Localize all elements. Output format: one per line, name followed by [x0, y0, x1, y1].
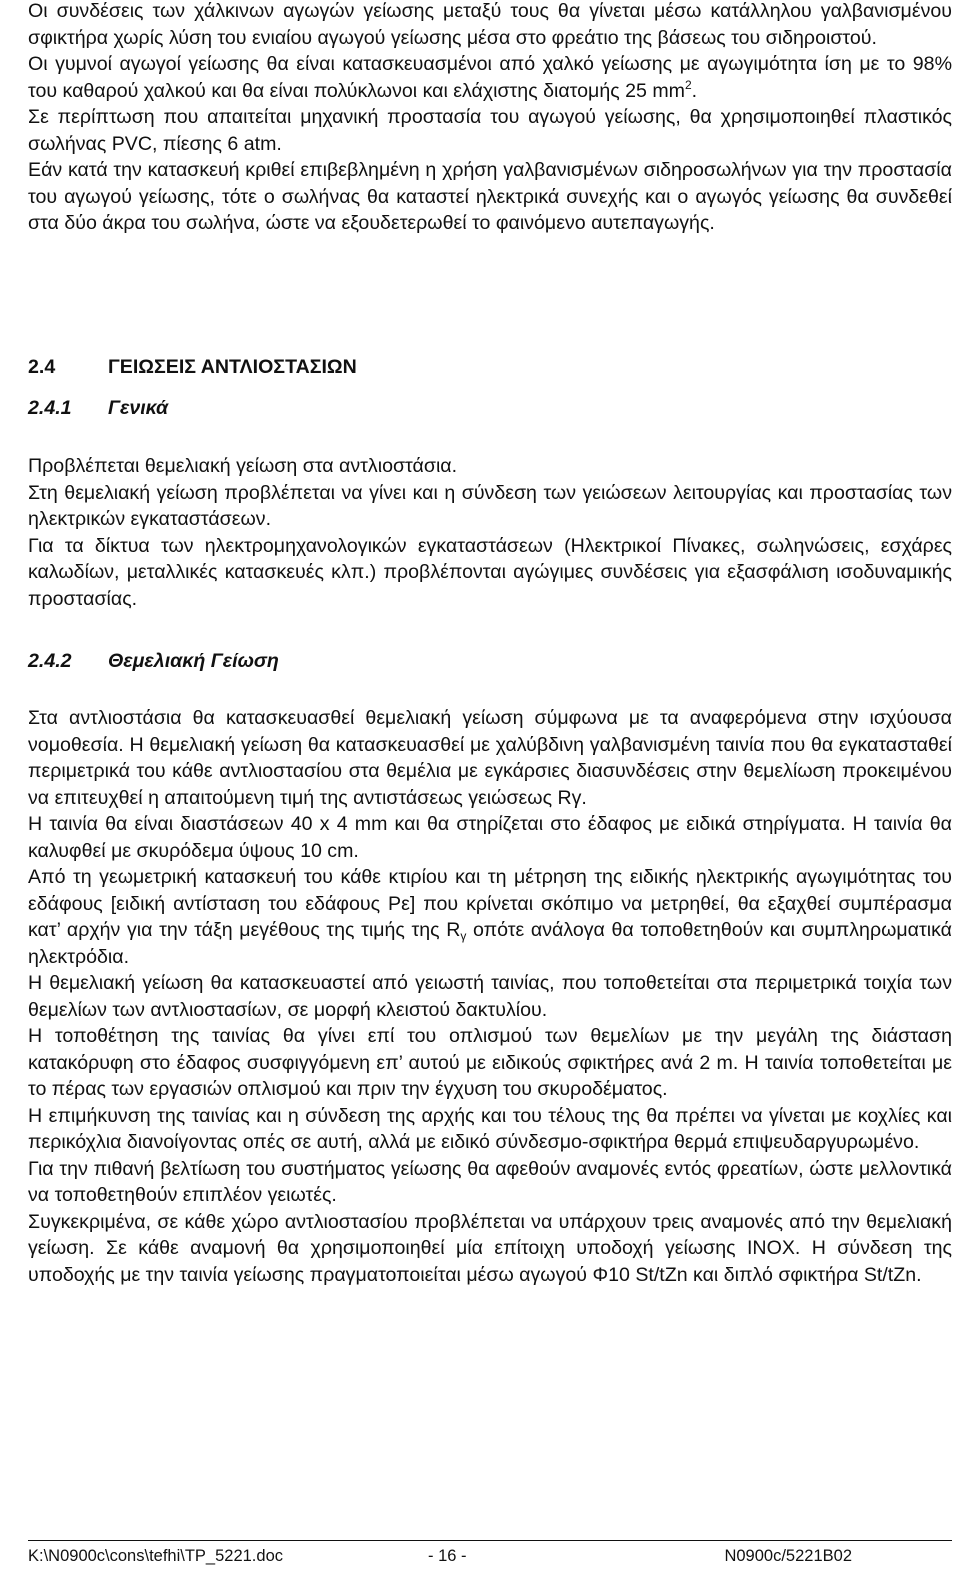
section-number: 2.4: [28, 356, 56, 378]
paragraph: Στα αντλιοστάσια θα κατασκευασθεί θεμελιακή γείωση σύμφωνα με τα αναφερόμενα στην ισχύουσα νομοθεσία. Η θεμελιακή γείωση θα κατασκευασθεί με χαλύβδινη γαλβανισμένη ταινία που θα εγκατασταθεί περιμετρικά του κάθε αντλιοστασίου στα θεμέλια με εγκάρσιες διασυνδέσεις στην θεμελίωση προκειμένου να επιτευχθεί η απαιτούμενη τιμή της αντιστάσεως γειώσεως Rγ.: [28, 707, 952, 809]
footer-document-code: N0900c/5221B02: [724, 1547, 852, 1565]
section-heading: [28, 354, 357, 380]
section-intro: [28, 0, 952, 237]
paragraph: Συγκεκριμένα, σε κάθε χώρο αντλιοστασίου προβλέπεται να υπάρχουν τρεις αναμονές από την θεμελιακή γείωση. Σε κάθε αναμονή θα χρησιμοποιηθεί μία επίτοιχη υποδοχή γείωσης INOX. Η σύνδεση της υποδοχής με την ταινία γείωσης πραγματοποιείται μέσω αγωγού Φ10 St/tZn και διπλό σφικτήρα St/tZn.: [28, 1210, 952, 1286]
paragraph: Η θεμελιακή γείωση θα κατασκευαστεί από γειωστή ταινίας, που τοποθετείται στα περιμετρικά τοιχία των θεμελίων των αντλιοστασίων, σε μορφή κλειστού δακτυλίου.: [28, 972, 952, 1021]
superscript: 2: [684, 77, 692, 92]
paragraph: Οι γυμνοί αγωγοί γείωσης θα είναι κατασκευασμένοι από χαλκό γείωσης με αγωγιμότητα ίση με το 98% του καθαρού χαλκού και θα είναι πολύκλωνοι και ελάχιστης διατομής 25 $mm^2$.: [28, 53, 952, 102]
paragraph: Για την πιθανή βελτίωση του συστήματος γείωσης θα αφεθούν αναμονές εντός φρεατίων, ώστε μελλοντικά να τοποθετηθούν επιπλέον γειωτές.: [28, 1157, 952, 1206]
paragraph: Στη θεμελιακή γείωση προβλέπεται να γίνει και η σύνδεση των γειώσεων λειτουργίας και προστασίας των ηλεκτρικών εγκαταστάσεων.: [28, 481, 952, 530]
section-title: ΓΕΙΩΣΕΙΣ ΑΝΤΛΙΟΣΤΑΣΙΩΝ: [108, 356, 357, 378]
subsection-heading: [28, 648, 279, 674]
paragraph: Εάν κατά την κατασκευή κριθεί επιβεβλημένη η χρήση γαλβανισμένων σιδηροσωλήνων για την προστασία του αγωγού γείωσης, τότε ο σωλήνας θα καταστεί ηλεκτρικά συνεχής και ο αγωγός γείωσης θα συνδεθεί στα δύο άκρα του σωλήνα, ώστε να εξουδετερωθεί το φαινόμενο αυτεπαγωγής.: [28, 159, 952, 234]
subsection-number: 2.4.2: [28, 650, 72, 672]
footer-file-path: K:\N0900c\cons\tefhi\TP_5221.doc: [28, 1547, 283, 1565]
subsection-title: Θεμελιακή Γείωση: [108, 650, 279, 672]
paragraph: Για τα δίκτυα των ηλεκτρομηχανολογικών εγκαταστάσεων (Ηλεκτρικοί Πίνακες, σωληνώσεις, εσχάρες καλωδίων, μεταλλικές κατασκευές κλπ.) προβλέπονται αγώγιμες συνδέσεις για εξασφάλιση ισοδυναμικής προστασίας.: [28, 534, 952, 610]
subsection-title: Γενικά: [108, 397, 169, 419]
footer-page-number: - 16 -: [428, 1547, 467, 1565]
paragraph: Σε περίπτωση που απαιτείται μηχανική προστασία του αγωγού γείωσης, θα χρησιμοποιηθεί πλαστικός σωλήνας PVC, πίεσης 6 atm.: [28, 106, 952, 155]
page-footer: [28, 1540, 952, 1565]
paragraph: Οι συνδέσεις των χάλκινων αγωγών γείωσης μεταξύ τους θα γίνεται μέσω κατάλληλου γαλβανισμένου σφικτήρα χωρίς λύση του ενιαίου αγωγού γείωσης μέσα στο φρεάτιο της βάσεως του σιδηροιστού.: [28, 0, 952, 49]
paragraph: Η τοποθέτηση της ταινίας θα γίνει επί του οπλισμού των θεμελίων με την μεγάλη της διάσταση κατακόρυφη στο έδαφος συσφιγγόμενη επ’ αυτού με ειδικούς σφικτήρες ανά 2 m. Η ταινία τοποθετείται με το πέρας των εργασιών οπλισμού και πριν την έγχυση του σκυροδέματος.: [28, 1025, 952, 1100]
subsection-heading: [28, 395, 168, 421]
paragraph: Από τη γεωμετρική κατασκευή του κάθε κτιρίου και τη μέτρηση της ειδικής ηλεκτρικής αγωγιμότητας του εδάφους [ειδική αντίσταση του εδάφους Ρε] που κρίνεται σκόπιμο να μετρηθεί, θα εξαχθεί συμπέρασμα κατ’ αρχήν για την τάξη μεγέθους της τιμής της $R_\gamma$ οπότε ανάλογα θα τοποθετηθούν και συμπληρωματικά ηλεκτρόδια.: [28, 866, 952, 968]
paragraph: Η ταινία θα είναι διαστάσεων 40 x 4 mm και θα στηρίζεται στο έδαφος με ειδικά στηρίγματα. Η ταινία θα καλυφθεί με σκυρόδεμα ύψους 10 cm.: [28, 813, 952, 862]
paragraph: Προβλέπεται θεμελιακή γείωση στα αντλιοστάσια.: [28, 455, 458, 477]
subsection-number: 2.4.1: [28, 397, 72, 419]
subscript: γ: [460, 929, 467, 943]
paragraph: Η επιμήκυνση της ταινίας και η σύνδεση της αρχής και του τέλους της θα πρέπει να γίνεται με κοχλίες και περικόχλια διανοίγοντας οπές σε αυτή, αλλά με ειδικό σύνδεσμο-σφικτήρα θερμά επιψευδαργυρωμένο.: [28, 1104, 952, 1153]
section-general: [28, 453, 952, 612]
section-foundation-grounding: [28, 705, 952, 1288]
